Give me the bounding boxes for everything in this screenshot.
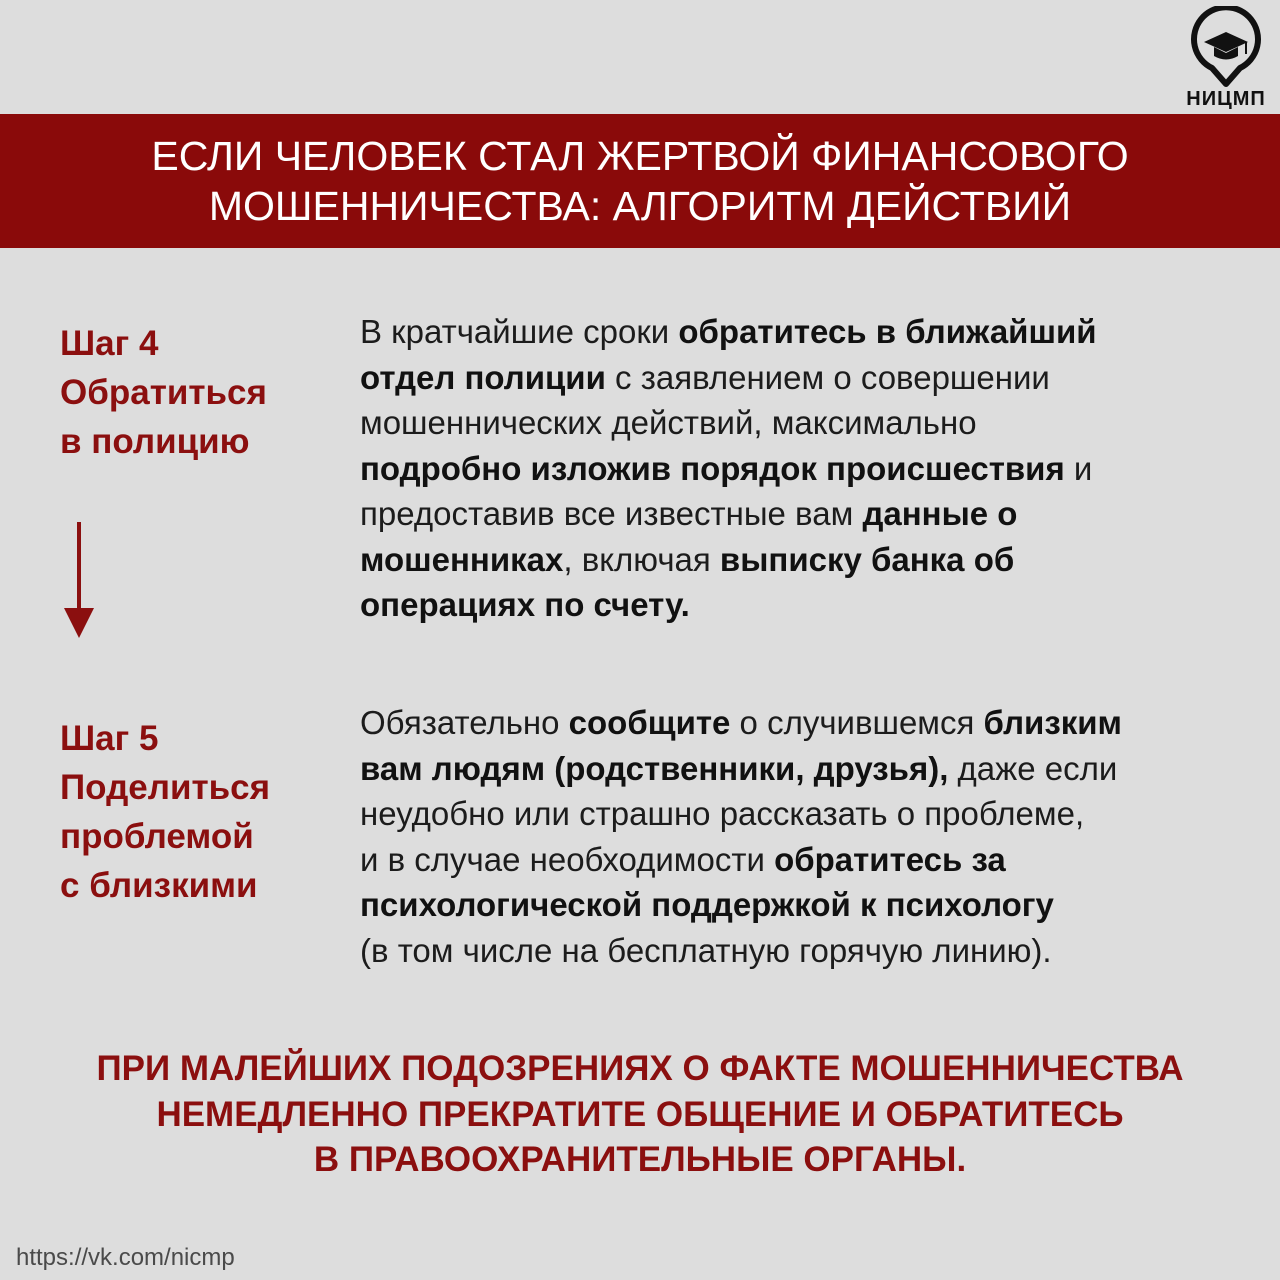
text-segment: (в том числе на бесплатную горячую линию). xyxy=(360,931,1052,969)
step-5-number: Шаг 5 xyxy=(60,719,159,758)
warning-notice xyxy=(0,1046,1280,1183)
warning-line-2: НЕМЕДЛЕННО ПРЕКРАТИТЕ ОБЩЕНИЕ И ОБРАТИТЕСЬ xyxy=(156,1094,1124,1134)
bold-segment: отдел полиции xyxy=(360,358,606,396)
text-segment: неудобно или страшно рассказать о проблеме, xyxy=(360,795,1085,832)
text-segment: Обязательно xyxy=(360,704,569,741)
bold-segment: психологической поддержкой к психологу xyxy=(360,886,1054,923)
bold-segment: данные о xyxy=(862,495,1018,532)
step-4-title-line-2: в полицию xyxy=(60,422,250,461)
text-segment: В кратчайшие сроки xyxy=(360,313,679,350)
title-banner xyxy=(0,114,1280,248)
page-title-line-2: МОШЕННИЧЕСТВА: АЛГОРИТМ ДЕЙСТВИЙ xyxy=(208,183,1072,229)
warning-line-3: В ПРАВООХРАНИТЕЛЬНЫЕ ОРГАНЫ. xyxy=(313,1140,967,1179)
bold-segment: обратитесь за xyxy=(774,840,1006,878)
bold-segment: выписку банка об xyxy=(719,540,1015,578)
bold-segment: подробно изложив порядок происшествия xyxy=(360,449,1065,487)
graduation-cap-pin-icon xyxy=(1190,6,1262,88)
bold-segment: близким xyxy=(983,704,1122,741)
bold-segment: вам людям (родственники, друзья), xyxy=(360,749,949,787)
step-5-title-line-1: Поделиться xyxy=(60,768,271,807)
text-segment: с заявлением о совершении xyxy=(605,358,1050,396)
vk-link[interactable]: https://vk.com/nicmp xyxy=(16,1244,235,1271)
logo xyxy=(1178,6,1274,110)
bold-segment: сообщите xyxy=(568,704,731,741)
bold-segment: обратитесь в ближайший xyxy=(678,313,1097,350)
text-segment: и xyxy=(1064,449,1093,487)
text-segment: предоставив все известные вам xyxy=(360,495,863,532)
step-5-title-line-2: проблемой xyxy=(60,817,254,856)
arrow-down-icon xyxy=(62,522,96,640)
text-segment: и в случае необходимости xyxy=(360,840,775,878)
text-segment: мошеннических действий, максимально xyxy=(360,404,977,441)
text-segment: даже если xyxy=(948,749,1118,787)
text-segment: о случившемся xyxy=(730,704,984,741)
step-4-title-line-1: Обратиться xyxy=(60,373,267,412)
logo-text: НИЦМП xyxy=(1186,88,1266,110)
step-5-description xyxy=(360,700,1240,973)
text-segment: , включая xyxy=(563,540,720,578)
step-5-label xyxy=(60,714,270,910)
step-4-number: Шаг 4 xyxy=(60,324,159,363)
step-4-description xyxy=(360,309,1240,628)
warning-line-1: ПРИ МАЛЕЙШИХ ПОДОЗРЕНИЯХ О ФАКТЕ МОШЕННИЧЕСТВА xyxy=(96,1049,1184,1088)
bold-segment: мошенниках xyxy=(360,540,564,578)
page-title-line-1: ЕСЛИ ЧЕЛОВЕК СТАЛ ЖЕРТВОЙ ФИНАНСОВОГО xyxy=(151,133,1129,179)
bold-segment: операциях по счету. xyxy=(360,586,690,623)
step-4-label xyxy=(60,319,267,466)
step-5-title-line-3: с близкими xyxy=(60,866,258,905)
